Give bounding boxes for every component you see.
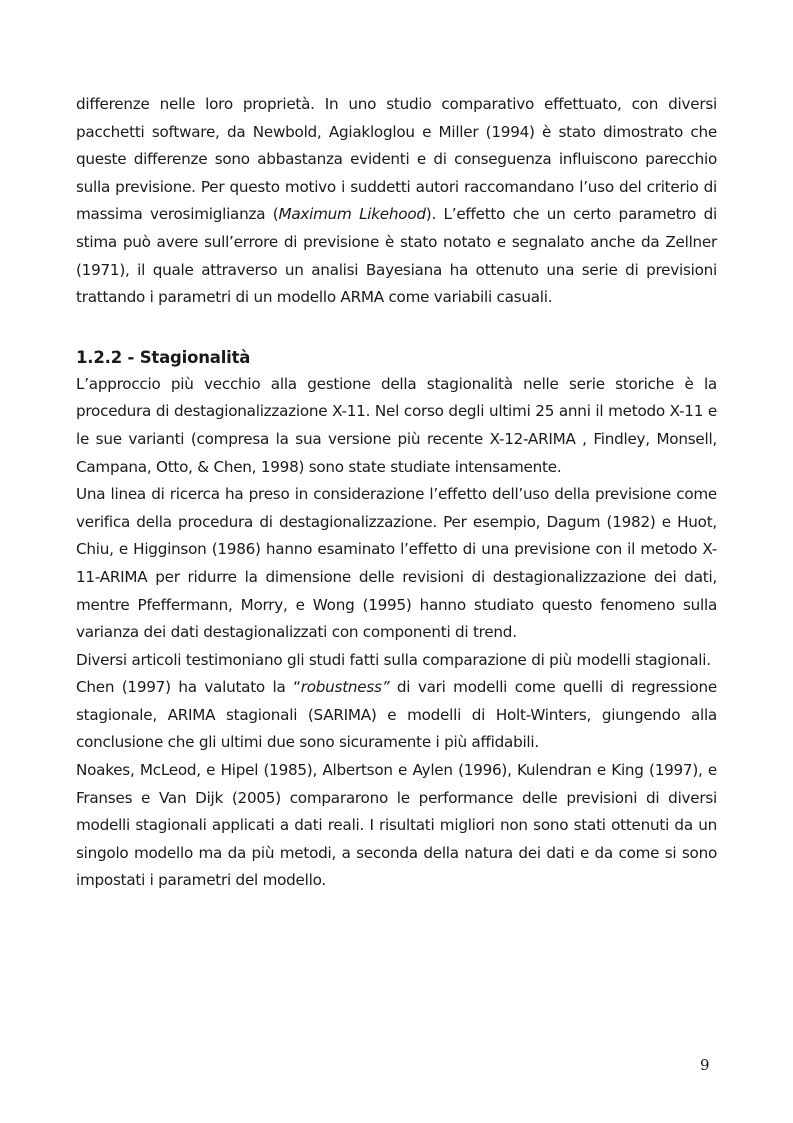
paragraph-chen-text-a: Chen (1997) ha valutato la “ — [76, 678, 301, 697]
paragraph-noakes: Noakes, McLeod, e Hipel (1985), Albertson e Aylen (1996), Kulendran e King (1997), e Franses e Van Dijk (2005) compararono le performance delle previsioni di diversi modelli stagionali applicati a dati reali. I risultati migliori non sono stati ottenuti da un singolo modello ma da più metodi, a seconda della natura dei dati e da come si sono impostati i parametri del modello. — [76, 761, 717, 890]
paragraph-x11: L’approccio più vecchio alla gestione della stagionalità nelle serie storiche è la procedura di destagionalizzazione X-11. Nel corso degli ultimi 25 anni il metodo X-11 e le sue varianti (compresa la sua versione più recente X-12-ARIMA , Findley, Monsell, Campana, Otto, & Chen, 1998) sono state studiate intensamente. — [76, 374, 717, 476]
paragraph-articles: Diversi articoli testimoniano gli studi fatti sulla comparazione di più modelli stagionali. — [76, 650, 711, 669]
paragraph-intro — [76, 91, 717, 312]
paragraph-intro-text-b: ). L’effetto che un certo parametro di stima può avere sull’errore di previsione è stato notato e segnalato anche da Zellner (1971), il quale attraverso un analisi Bayesiana ha ottenuto una serie di previsioni trattando i parametri di un modello ARMA come variabili casuali. — [76, 205, 717, 307]
emphasis-robustness: robustness” — [300, 678, 390, 697]
page-number: 9 — [700, 1056, 710, 1074]
paragraph-intro-text-a: differenze nelle loro proprietà. In uno studio comparativo effettuato, con diversi pacchetti software, da Newbold, Agiakloglou e Miller (1994) è stato dimostrato che queste differenze sono abbastanza evidenti e di conseguenza influiscono parecchio sulla previsione. Per questo motivo i suddetti autori raccomandano l’uso del criterio di massima verosimiglianza ( — [76, 95, 717, 224]
paragraph-chen — [76, 674, 717, 757]
emphasis-maximum-likehood: Maximum Likehood — [278, 205, 426, 224]
section-heading: 1.2.2 - Stagionalità — [76, 347, 251, 367]
paragraph-chen-text-b: di vari modelli come quelli di regressione stagionale, ARIMA stagionali (SARIMA) e modelli di Holt-Winters, giungendo alla conclusione che gli ultimi due sono sicuramente i più affidabili. — [76, 678, 717, 752]
page-body — [76, 91, 717, 895]
paragraph-research: Una linea di ricerca ha preso in considerazione l’effetto dell’uso della previsione come verifica della procedura di destagionalizzazione. Per esempio, Dagum (1982) e Huot, Chiu, e Higginson (1986) hanno esaminato l’effetto di una previsione con il metodo X-11-ARIMA per ridurre la dimensione delle revisioni di destagionalizzazione dei dati, mentre Pfeffermann, Morry, e Wong (1995) hanno studiato questo fenomeno sulla varianza dei dati destagionalizzati con componenti di trend. — [76, 485, 717, 642]
